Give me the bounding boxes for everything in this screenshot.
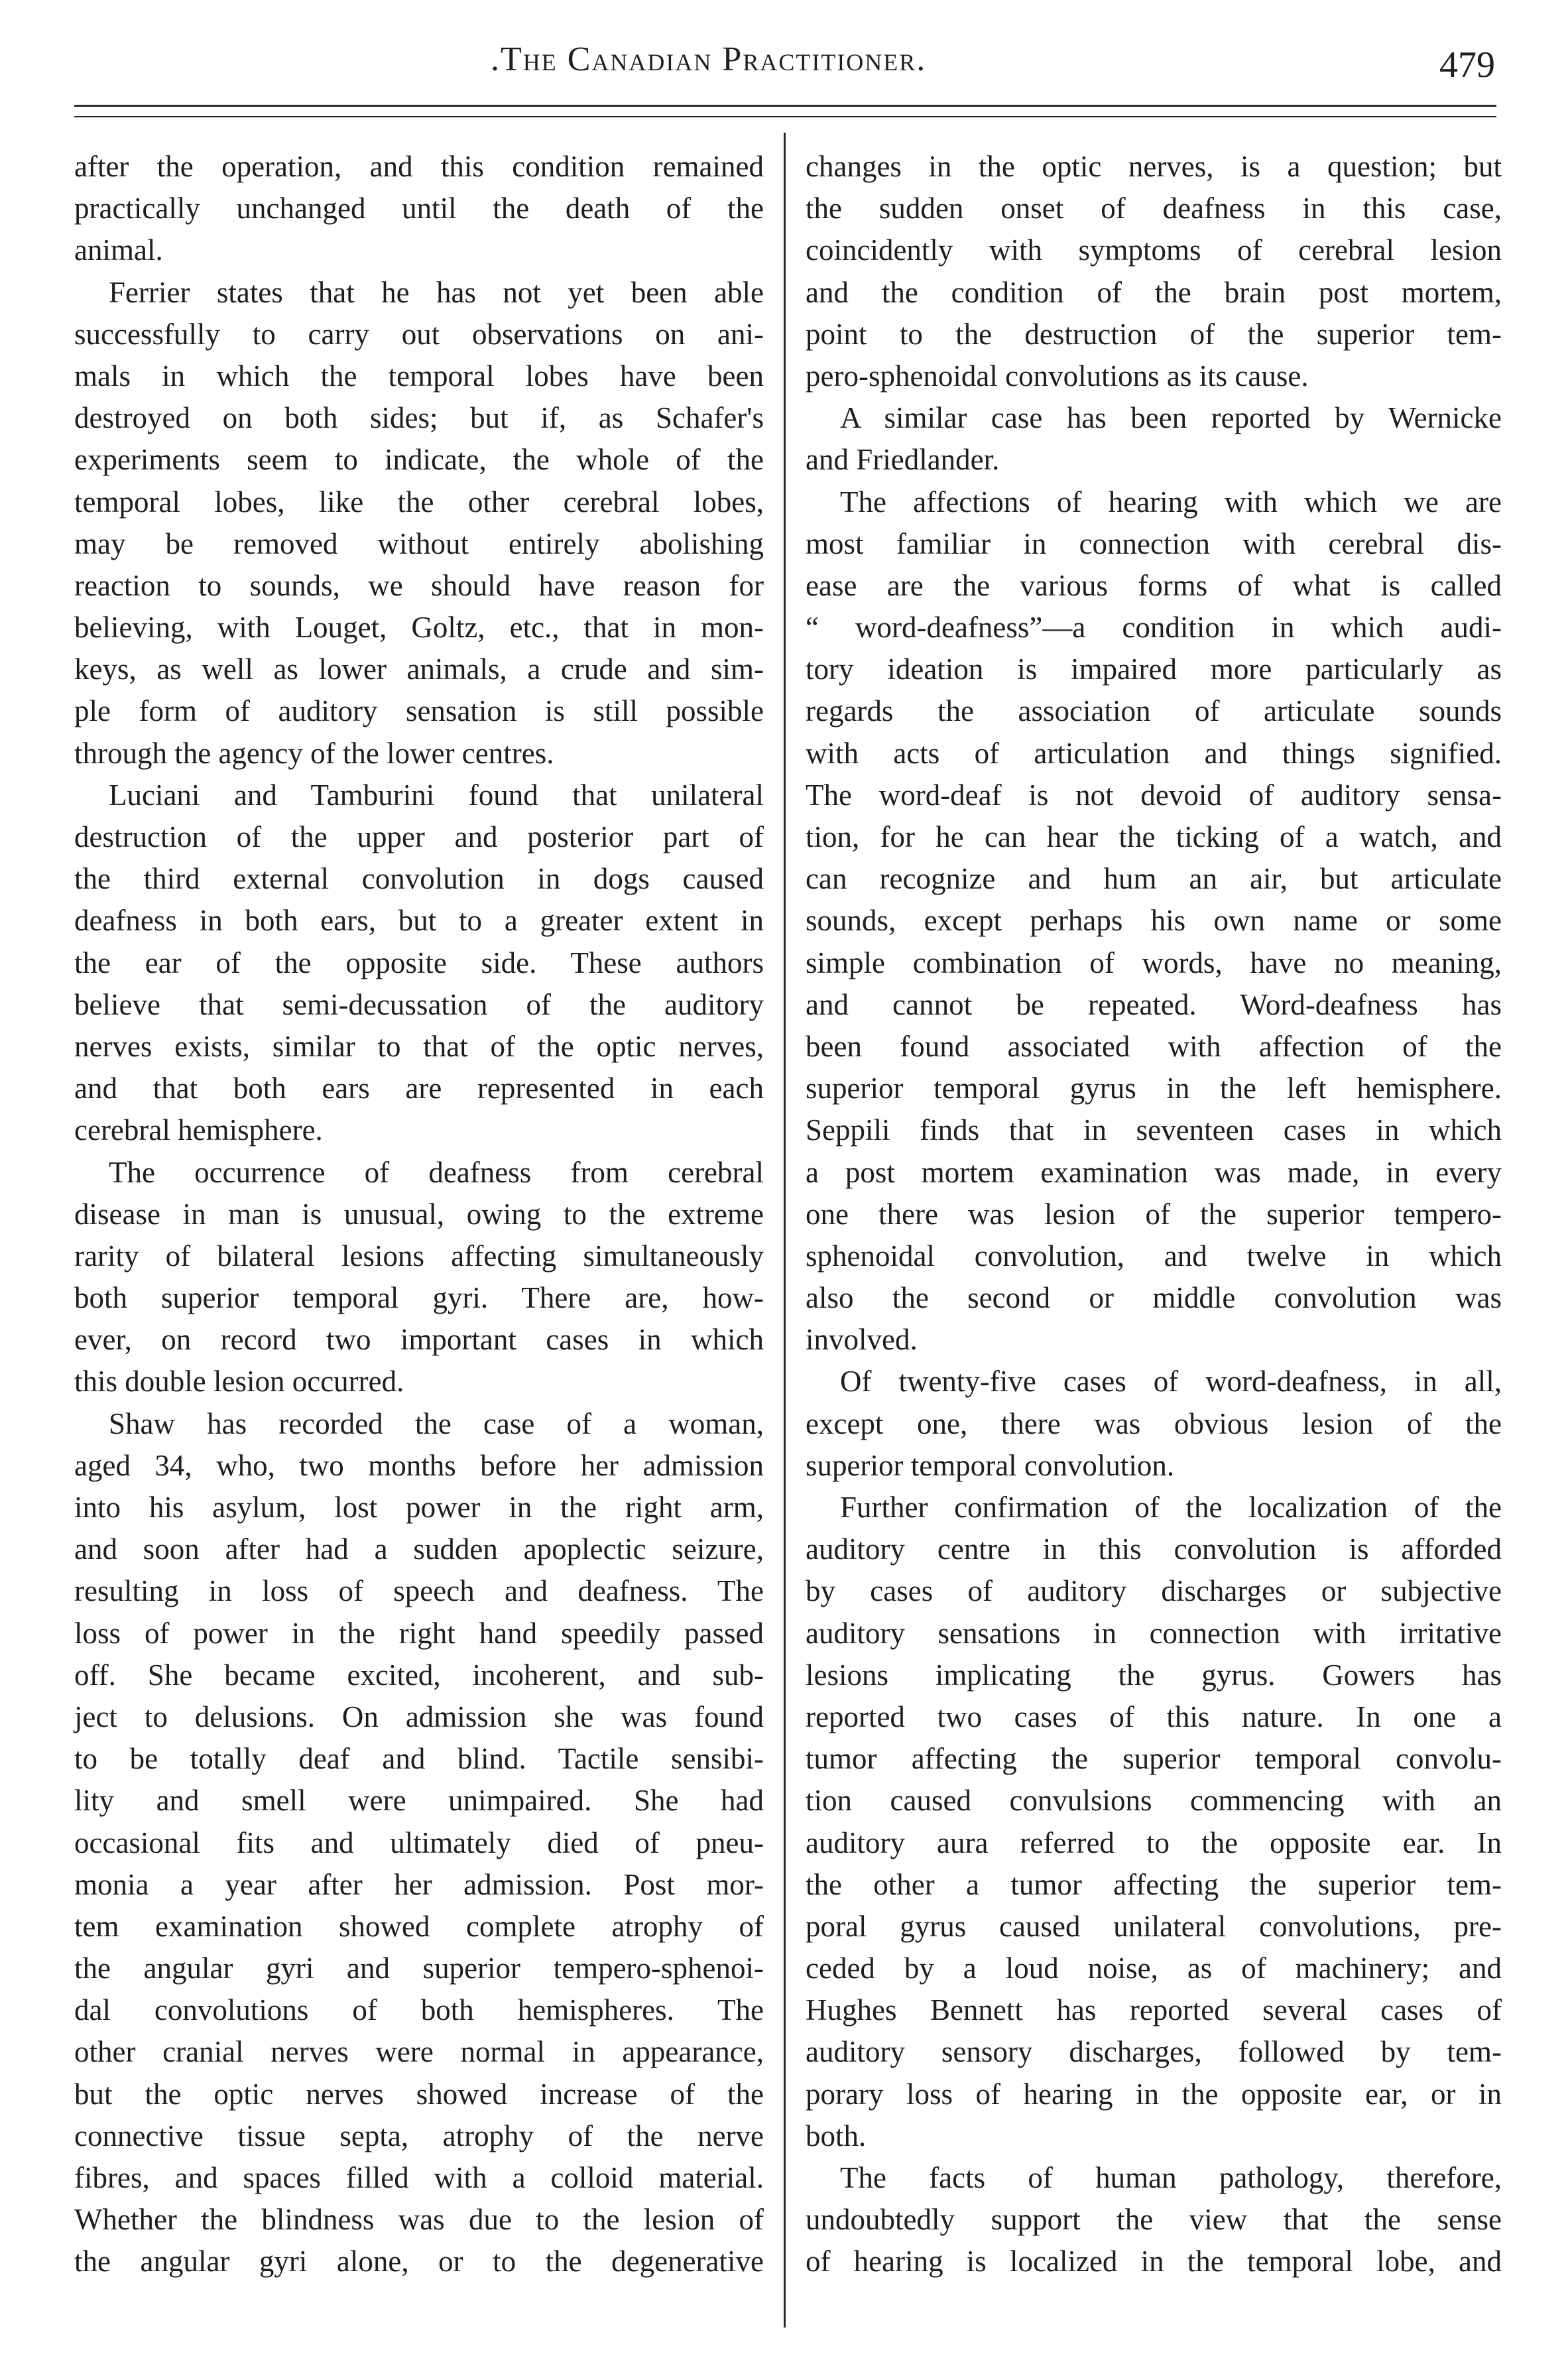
text-line: regards the association of articulate sounds	[806, 694, 1502, 728]
text-line: and cannot be repeated. Word-deafness has	[806, 987, 1502, 1021]
text-line: into his asylum, lost power in the right arm,	[74, 1491, 764, 1524]
header-rule-thin	[74, 116, 1496, 117]
text-line: auditory aura referred to the opposite ear. In	[806, 1826, 1502, 1859]
text-line: believe that semi-decussation of the auditory	[74, 987, 764, 1021]
text-line: poral gyrus caused unilateral convolutions, pre-	[806, 1909, 1502, 1943]
text-line: deafness in both ears, but to a greater extent in	[74, 904, 764, 938]
text-line: the angular gyri and superior tempero-sphenoi-	[74, 1952, 764, 1985]
header-rule-thick	[74, 105, 1496, 107]
text-line: tumor affecting the superior temporal convolu-	[806, 1742, 1502, 1776]
text-line: cerebral hemisphere.	[74, 1113, 323, 1147]
text-line: The occurrence of deafness from cerebral	[109, 1155, 764, 1189]
text-line: The word-deaf is not devoid of auditory sensa-	[806, 778, 1502, 812]
text-line: a post mortem examination was made, in every	[806, 1155, 1502, 1189]
paragraph	[74, 1403, 764, 2283]
text-line: monia a year after her admission. Post mor-	[74, 1867, 764, 1901]
text-line: but the optic nerves showed increase of the	[74, 2077, 764, 2111]
text-line: believing, with Louget, Goltz, etc., that in mon-	[74, 611, 764, 645]
text-line: ceded by a loud noise, as of machinery; and	[806, 1952, 1502, 1985]
paragraph	[806, 397, 1502, 481]
text-line: destruction of the upper and posterior part of	[74, 820, 764, 853]
text-line: and Friedlander.	[806, 443, 1000, 477]
paragraph	[806, 1487, 1502, 2157]
text-line: nerves exists, similar to that of the optic nerves,	[74, 1029, 764, 1063]
text-line: may be removed without entirely abolishing	[74, 527, 764, 560]
paragraph	[74, 146, 764, 272]
text-line: involved.	[806, 1323, 918, 1357]
text-line: occasional fits and ultimately died of pneu-	[74, 1826, 764, 1859]
text-line: destroyed on both sides; but if, as Schafer's	[74, 401, 764, 435]
text-line: keys, as well as lower animals, a crude and sim-	[74, 653, 764, 686]
text-line: after the operation, and this condition remained	[74, 150, 764, 183]
text-line: disease in man is unusual, owing to the extreme	[74, 1197, 764, 1231]
text-line: most familiar in connection with cerebral dis-	[806, 527, 1502, 560]
text-line: superior temporal gyrus in the left hemisphere.	[806, 1072, 1502, 1105]
text-line: porary loss of hearing in the opposite ear, or in	[806, 2077, 1502, 2111]
text-line: Luciani and Tamburini found that unilateral	[109, 778, 764, 812]
paragraph	[74, 1152, 764, 1403]
text-line: coincidently with symptoms of cerebral lesion	[806, 233, 1502, 267]
text-line: with acts of articulation and things signified.	[806, 736, 1502, 770]
paragraph	[74, 272, 764, 775]
text-line: mals in which the temporal lobes have been	[74, 359, 764, 393]
text-line: A similar case has been reported by Wernicke	[840, 401, 1502, 435]
text-line: successfully to carry out observations on ani-	[74, 317, 764, 351]
paragraph	[806, 481, 1502, 1361]
paragraph	[806, 1361, 1502, 1487]
text-line: dal convolutions of both hemispheres. The	[74, 1993, 764, 2027]
text-line: through the agency of the lower centres.	[74, 736, 554, 770]
text-line: and that both ears are represented in each	[74, 1072, 764, 1105]
text-line: other cranial nerves were normal in appearance,	[74, 2035, 764, 2069]
text-line: point to the destruction of the superior tem-	[806, 317, 1502, 351]
text-line: off. She became excited, incoherent, and sub-	[74, 1658, 764, 1692]
page-number: 479	[1439, 44, 1495, 86]
running-header-title: .The Canadian Practitioner.	[491, 40, 927, 78]
text-line: rarity of bilateral lesions affecting simultaneously	[74, 1239, 764, 1273]
text-line: and soon after had a sudden apoplectic seizure,	[74, 1532, 764, 1566]
text-line: ease are the various forms of what is called	[806, 568, 1502, 602]
text-line: changes in the optic nerves, is a question; but	[806, 150, 1502, 183]
text-line: The affections of hearing with which we are	[840, 485, 1502, 519]
text-line: ject to delusions. On admission she was found	[74, 1700, 764, 1733]
text-line: superior temporal convolution.	[806, 1448, 1175, 1482]
text-line: by cases of auditory discharges or subjective	[806, 1574, 1502, 1608]
text-line: Shaw has recorded the case of a woman,	[109, 1406, 764, 1440]
text-line: Whether the blindness was due to the lesion of	[74, 2203, 764, 2237]
text-line: been found associated with affection of the	[806, 1029, 1502, 1063]
text-line: sounds, except perhaps his own name or some	[806, 904, 1502, 938]
text-line: lity and smell were unimpaired. She had	[74, 1784, 764, 1818]
text-line: experiments seem to indicate, the whole of the	[74, 443, 764, 477]
text-line: practically unchanged until the death of the	[74, 192, 764, 225]
text-line: Ferrier states that he has not yet been able	[109, 275, 764, 309]
text-line: auditory centre in this convolution is afforded	[806, 1532, 1502, 1566]
text-line: the other a tumor affecting the superior tem-	[806, 1867, 1502, 1901]
text-line: ever, on record two important cases in which	[74, 1323, 764, 1357]
text-line: of hearing is localized in the temporal lobe, and	[806, 2245, 1502, 2278]
text-line: lesions implicating the gyrus. Gowers has	[806, 1658, 1502, 1692]
text-line: simple combination of words, have no meaning,	[806, 946, 1502, 979]
text-line: reported two cases of this nature. In one a	[806, 1700, 1502, 1733]
paragraph	[74, 775, 764, 1152]
text-line: pero-sphenoidal convolutions as its cause.	[806, 359, 1309, 393]
text-line: connective tissue septa, atrophy of the nerve	[74, 2119, 764, 2152]
right-column	[806, 146, 1502, 2283]
text-line: and the condition of the brain post mortem,	[806, 275, 1502, 309]
text-line: auditory sensations in connection with irritative	[806, 1616, 1502, 1650]
left-column	[74, 146, 764, 2283]
text-line: Seppili finds that in seventeen cases in which	[806, 1113, 1502, 1147]
text-line: this double lesion occurred.	[74, 1365, 404, 1399]
text-line: to be totally deaf and blind. Tactile sensibi-	[74, 1742, 764, 1776]
text-line: Further confirmation of the localization of the	[840, 1491, 1502, 1524]
text-line: except one, there was obvious lesion of the	[806, 1406, 1502, 1440]
paragraph	[806, 146, 1502, 397]
text-line: both superior temporal gyri. There are, how-	[74, 1281, 764, 1315]
text-line: also the second or middle convolution was	[806, 1281, 1502, 1315]
text-line: sphenoidal convolution, and twelve in which	[806, 1239, 1502, 1273]
text-line: The facts of human pathology, therefore,	[840, 2161, 1502, 2194]
text-line: the angular gyri alone, or to the degenerative	[74, 2245, 764, 2278]
text-line: animal.	[74, 233, 163, 267]
text-line: aged 34, who, two months before her admission	[74, 1448, 764, 1482]
text-line: auditory sensory discharges, followed by tem-	[806, 2035, 1502, 2069]
text-line: Of twenty-five cases of word-deafness, in all,	[840, 1365, 1502, 1399]
text-line: Hughes Bennett has reported several cases of	[806, 1993, 1502, 2027]
text-line: one there was lesion of the superior tempero-	[806, 1197, 1502, 1231]
text-line: ple form of auditory sensation is still possible	[74, 694, 764, 728]
text-line: both.	[806, 2119, 867, 2152]
text-line: tion caused convulsions commencing with an	[806, 1784, 1502, 1818]
column-divider	[784, 133, 786, 2328]
text-line: temporal lobes, like the other cerebral lobes,	[74, 485, 764, 519]
text-line: tem examination showed complete atrophy of	[74, 1909, 764, 1943]
text-line: reaction to sounds, we should have reason for	[74, 568, 764, 602]
text-line: undoubtedly support the view that the sense	[806, 2203, 1502, 2237]
text-line: fibres, and spaces filled with a colloid material.	[74, 2161, 764, 2194]
text-line: “ word-deafness”—a condition in which audi-	[806, 611, 1502, 645]
text-line: tory ideation is impaired more particularly as	[806, 653, 1502, 686]
text-line: resulting in loss of speech and deafness. The	[74, 1574, 764, 1608]
text-line: tion, for he can hear the ticking of a watch, and	[806, 820, 1502, 853]
text-line: loss of power in the right hand speedily passed	[74, 1616, 764, 1650]
text-line: the third external convolution in dogs caused	[74, 862, 764, 896]
text-line: can recognize and hum an air, but articulate	[806, 862, 1502, 896]
text-line: the sudden onset of deafness in this case,	[806, 192, 1502, 225]
paragraph	[806, 2157, 1502, 2283]
text-line: the ear of the opposite side. These authors	[74, 946, 764, 979]
